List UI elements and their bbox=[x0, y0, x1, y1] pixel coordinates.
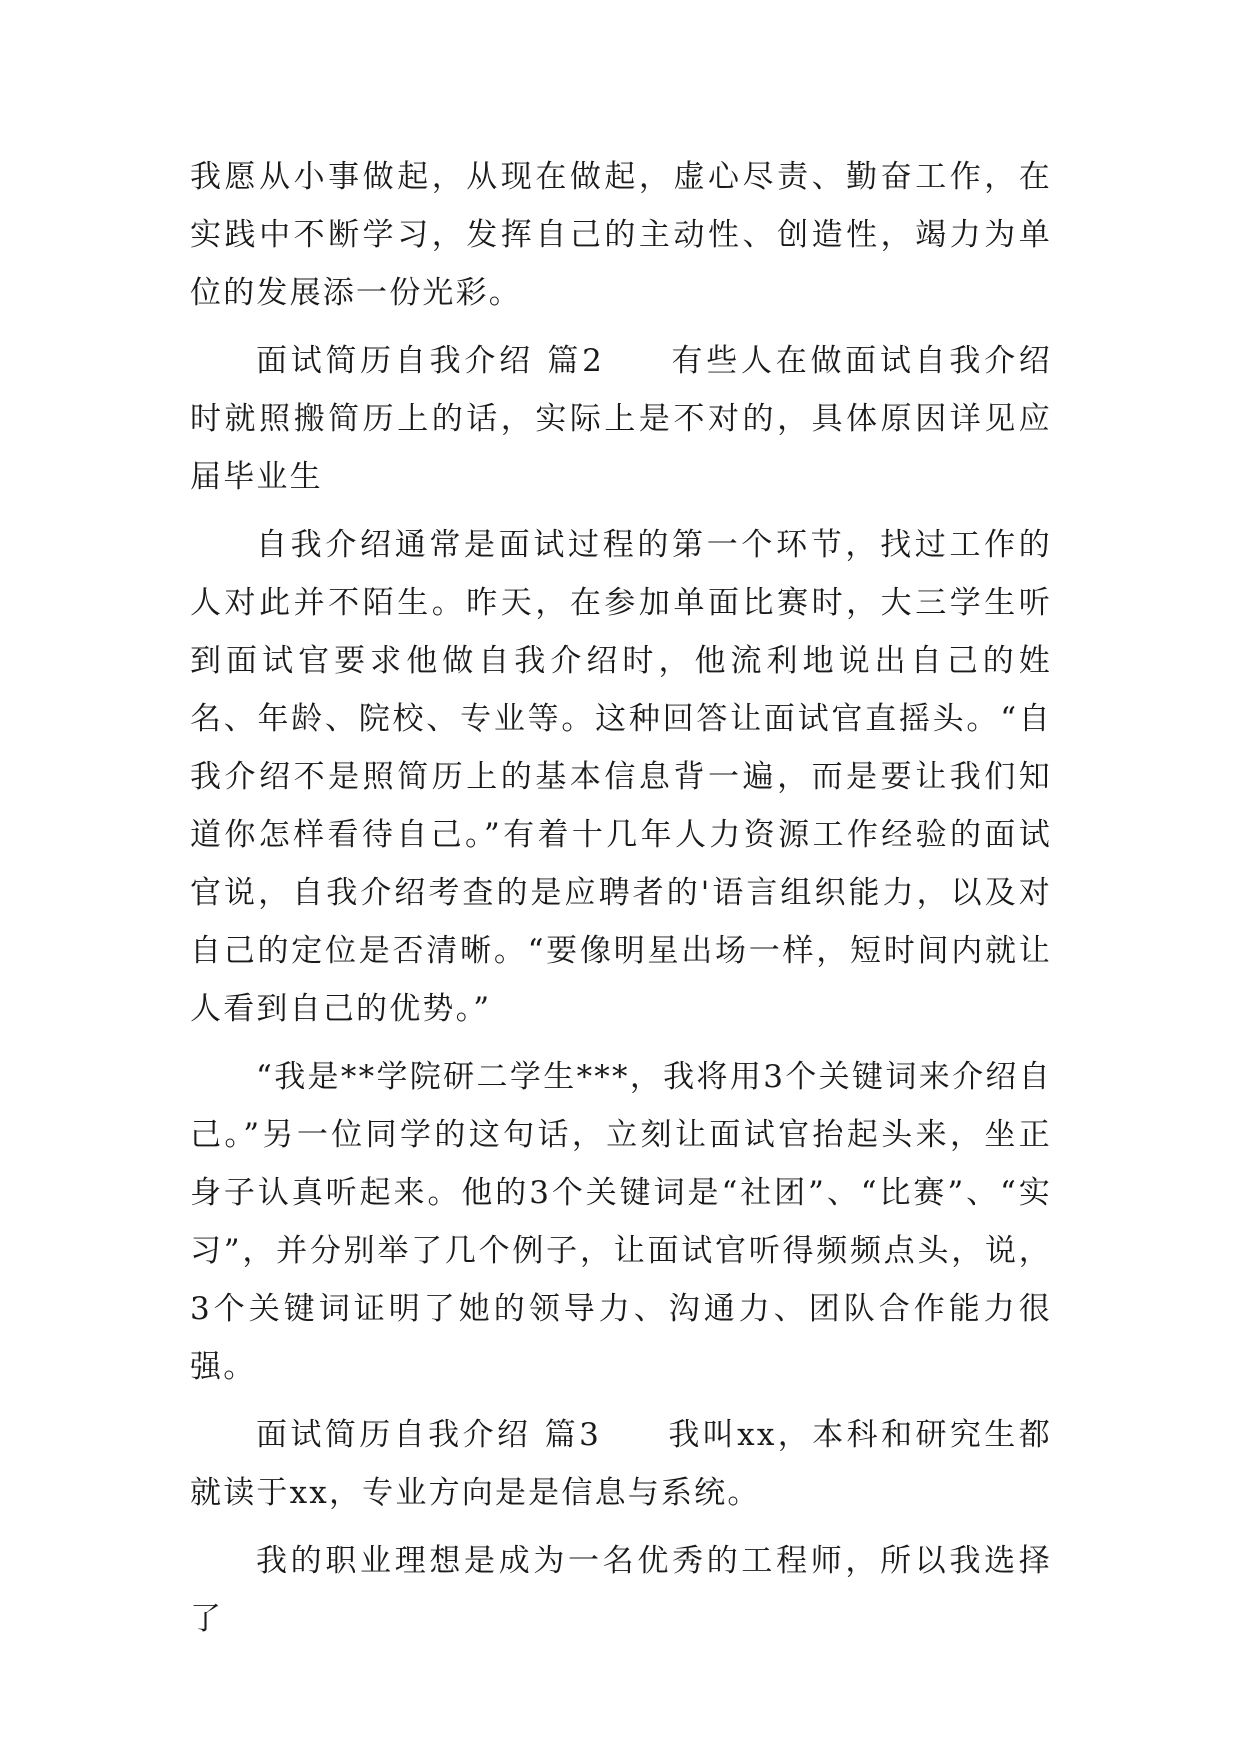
paragraph-3 bbox=[190, 516, 1052, 1038]
paragraph-5 bbox=[190, 1406, 1052, 1522]
paragraph-2 bbox=[190, 332, 1052, 506]
paragraph-5-text: 我叫xx，本科和研究生都就读于xx，专业方向是是信息与系统。 bbox=[190, 1417, 1052, 1511]
paragraph-1-text: 我愿从小事做起，从现在做起，虚心尽责、勤奋工作，在实践中不断学习，发挥自己的主动性、创造性，竭力为单位的发展添一份光彩。 bbox=[190, 159, 1052, 311]
paragraph-4 bbox=[190, 1048, 1052, 1396]
section-heading-3: 面试简历自我介绍 篇3 bbox=[256, 1417, 602, 1453]
paragraph-6 bbox=[190, 1532, 1052, 1648]
section-heading-2: 面试简历自我介绍 篇2 bbox=[256, 343, 605, 379]
paragraph-1 bbox=[190, 148, 1052, 322]
paragraph-6-text: 我的职业理想是成为一名优秀的工程师，所以我选择了 bbox=[190, 1543, 1052, 1637]
document-body bbox=[190, 148, 1052, 1648]
paragraph-3-text: 自我介绍通常是面试过程的第一个环节，找过工作的人对此并不陌生。昨天，在参加单面比赛时，大三学生听到面试官要求他做自我介绍时，他流利地说出自己的姓名、年龄、院校、专业等。这种回答让面试官直摇头。“自我介绍不是照简历上的基本信息背一遍，而是要让我们知道你怎样看待自己。”有着十几年人力资源工作经验的面试官说，自我介绍考查的是应聘者的'语言组织能力，以及对自己的定位是否清晰。“要像明星出场一样，短时间内就让人看到自己的优势。” bbox=[190, 527, 1052, 1027]
paragraph-4-text: “我是**学院研二学生***，我将用3个关键词来介绍自己。”另一位同学的这句话，立刻让面试官抬起头来，坐正身子认真听起来。他的3个关键词是“社团”、“比赛”、“实习”，并分别举了几个例子，让面试官听得频频点头，说，3个关键词证明了她的领导力、沟通力、团队合作能力很强。 bbox=[190, 1059, 1052, 1385]
paragraph-2-text: 有些人在做面试自我介绍时就照搬简历上的话，实际上是不对的，具体原因详见应届毕业生 bbox=[190, 343, 1053, 495]
